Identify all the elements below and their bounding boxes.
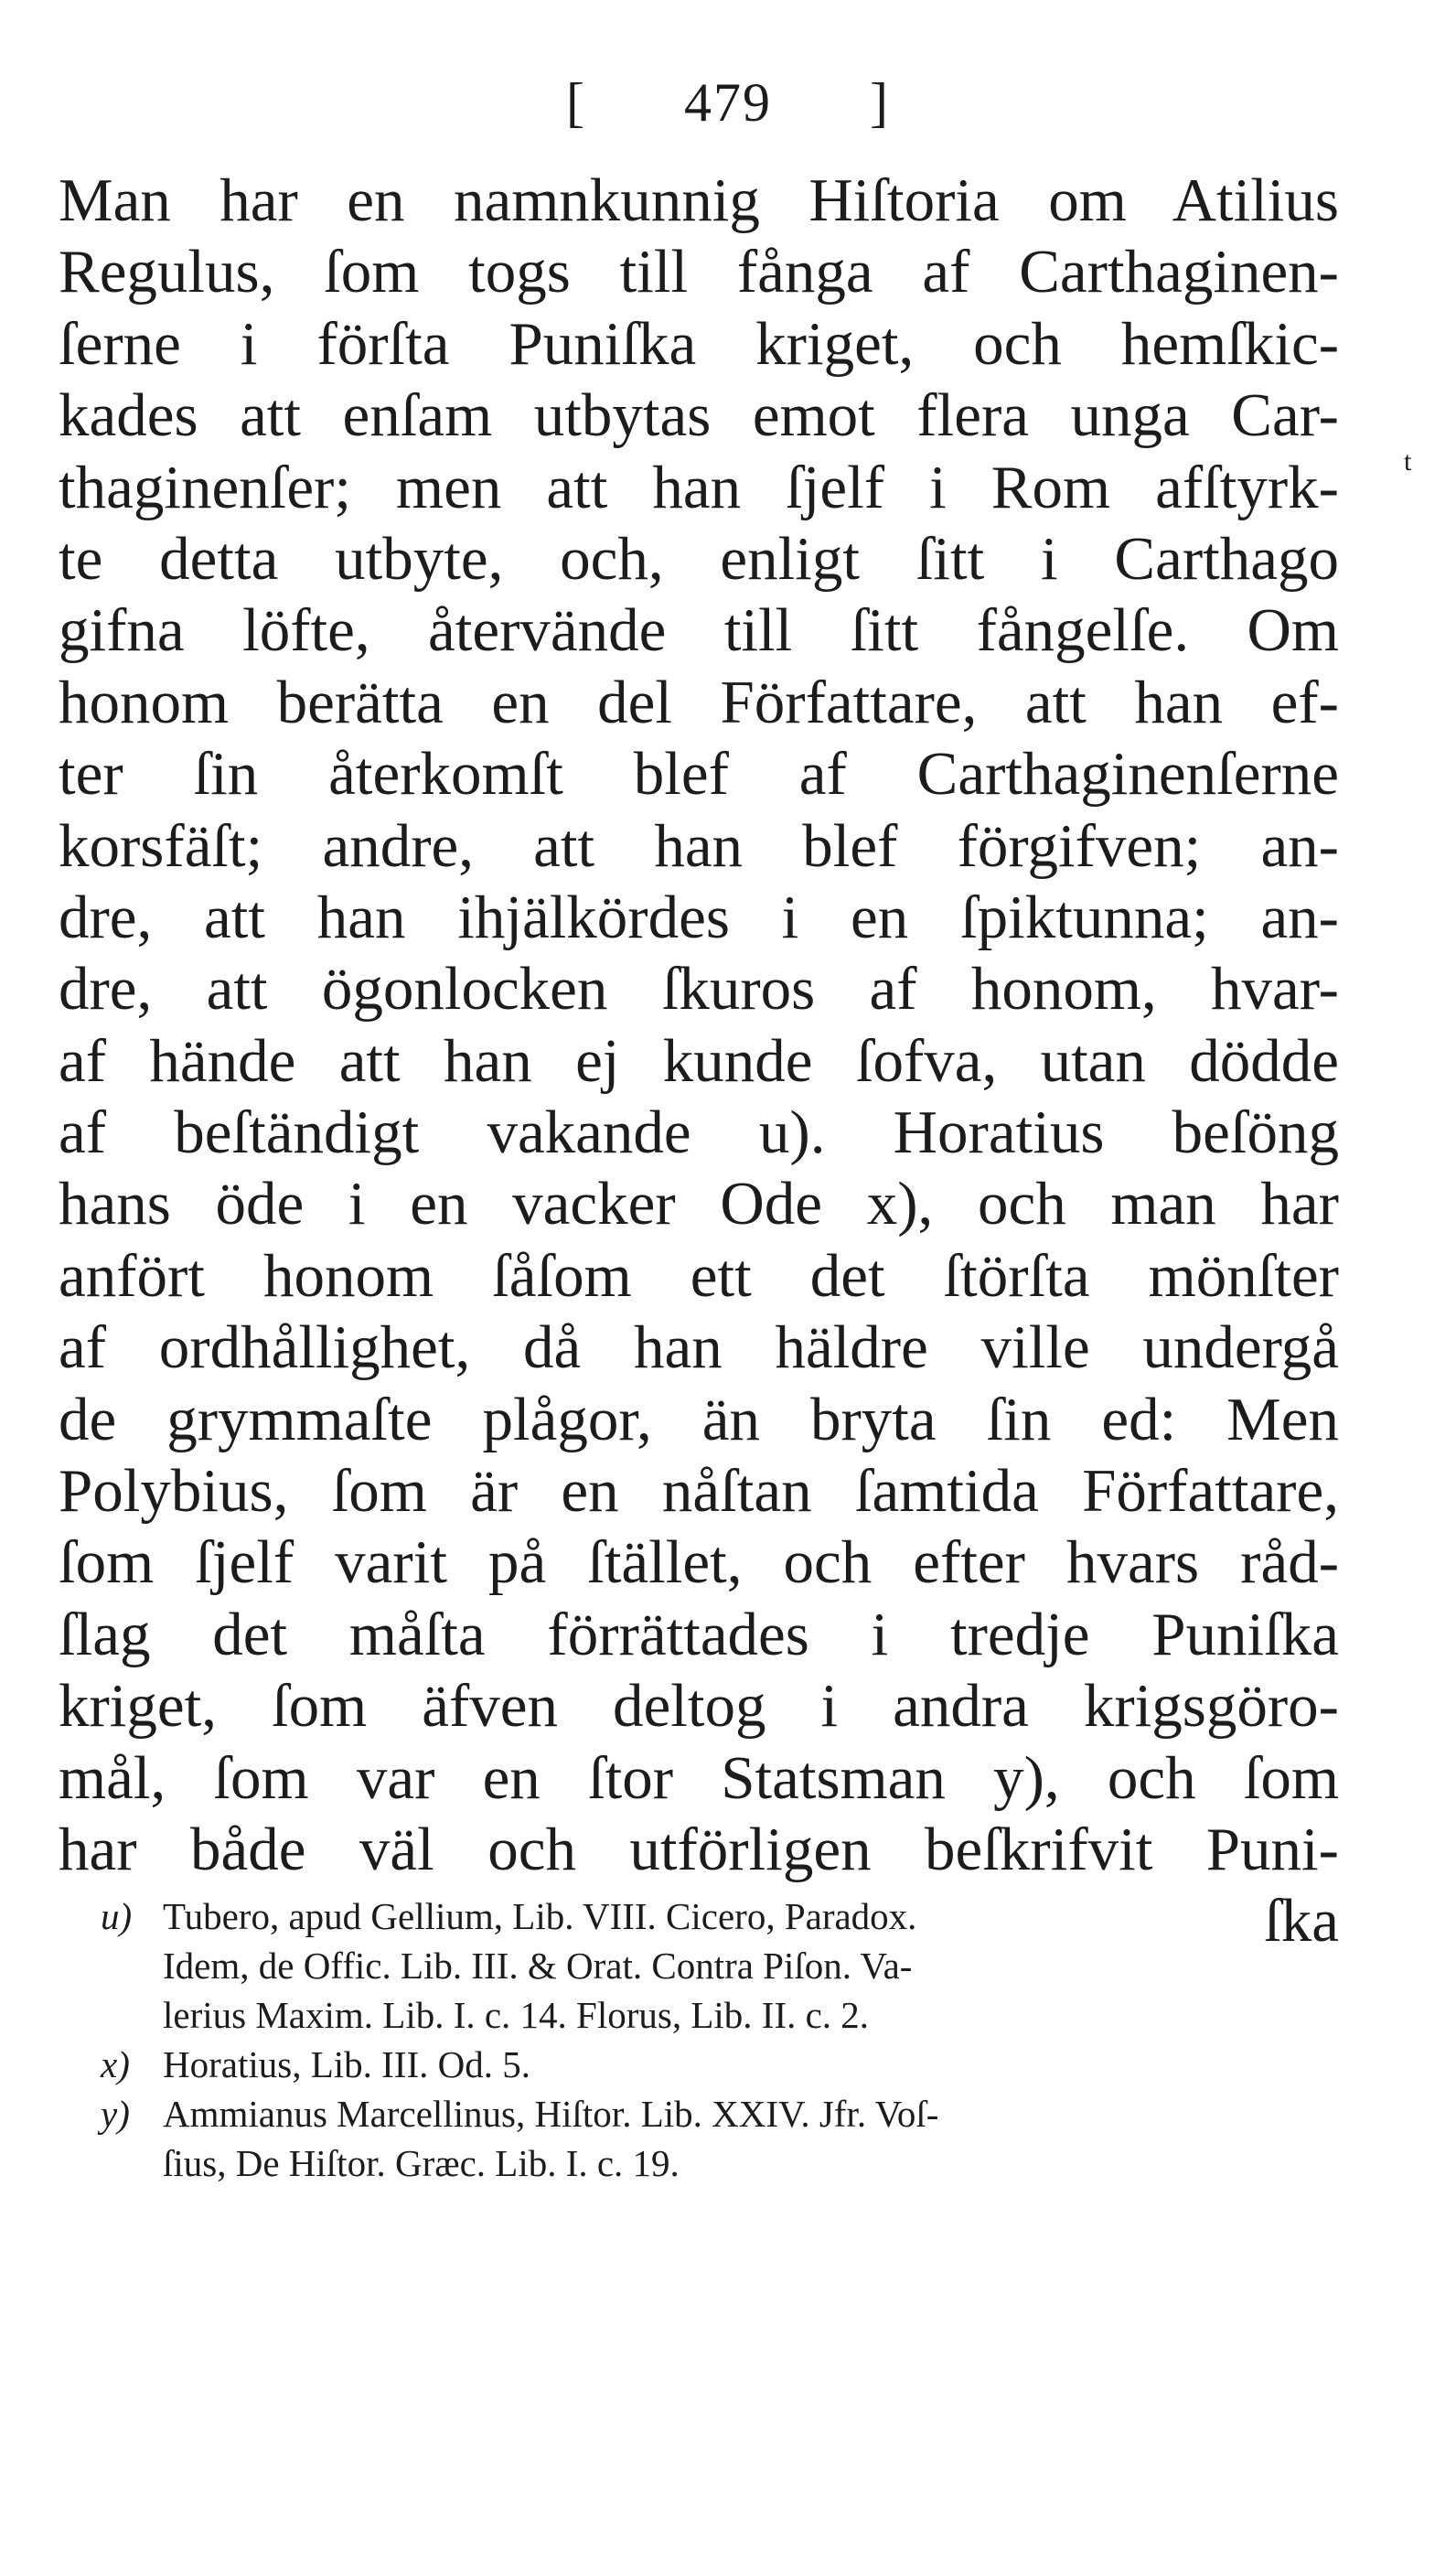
page-header	[0, 71, 1456, 134]
text-line: mål, ſom var en ſtor Statsman y), och ſom	[59, 1743, 1339, 1812]
footnote-y	[101, 2089, 1344, 2188]
text-line: te detta utbyte, och, enligt ſitt i Carthago	[59, 524, 1339, 593]
text-line: ſlag det måſta förrättades i tredje Puniſka	[59, 1600, 1339, 1668]
text-line: af ordhållighet, då han häldre ville undergå	[59, 1313, 1339, 1382]
text-line: kades att enſam utbytas emot flera unga Car-	[59, 381, 1339, 450]
header-left-bracket: [	[566, 72, 586, 133]
text-line: ter ſin återkomſt blef af Carthaginenſerne	[59, 740, 1339, 809]
header-right-bracket: ]	[870, 72, 890, 133]
footnote-line: Horatius, Lib. III. Od. 5.	[163, 2043, 530, 2085]
footnote-line: ſius, De Hiſtor. Græc. Lib. I. c. 19.	[163, 2142, 680, 2184]
text-line: Polybius, ſom är en nåſtan ſamtida Författare,	[59, 1457, 1339, 1526]
text-line: dre, att han ihjälkördes i en ſpiktunna; an-	[59, 883, 1339, 951]
text-line: ſom ſjelf varit på ſtället, och efter hvars råd-	[59, 1528, 1339, 1597]
text-line: ſerne i förſta Puniſka kriget, och hemſkic-	[59, 309, 1339, 378]
footnote-line: Tubero, apud Gellium, Lib. VIII. Cicero, Paradox.	[163, 1895, 917, 1937]
catchword: ſka	[1264, 1887, 1339, 1956]
footnote-mark: y)	[101, 2093, 130, 2135]
text-line: honom berätta en del Författare, att han ef-	[59, 668, 1339, 736]
footnote-line: Idem, de Offic. Lib. III. & Orat. Contra Piſon. Va-	[163, 1945, 913, 1987]
footnote-line: lerius Maxim. Lib. I. c. 14. Florus, Lib. II. c. 2.	[163, 1994, 870, 2036]
footnote-x	[101, 2040, 1344, 2089]
page-number: 479	[684, 72, 772, 133]
text-line: dre, att ögonlocken ſkuros af honom, hvar-	[59, 955, 1339, 1023]
footnote-mark: u)	[101, 1895, 133, 1937]
text-line: gifna löfte, återvände till ſitt fångelſe. Om	[59, 596, 1339, 665]
text-line: korsfäſt; andre, att han blef förgifven; an-	[59, 811, 1339, 880]
text-line: af beſtändigt vakande u). Horatius beſöng	[59, 1098, 1339, 1167]
text-line: kriget, ſom äfven deltog i andra krigsgöro-	[59, 1672, 1339, 1741]
footnotes	[101, 1891, 1344, 2188]
text-line: Man har en namnkunnig Hiſtoria om Atilius	[59, 166, 1339, 234]
footnote-mark: x)	[101, 2043, 130, 2085]
margin-mark: t	[1404, 446, 1412, 477]
text-line: har både väl och utförligen beſkrifvit Puni-	[59, 1815, 1339, 1883]
text-line: Regulus, ſom togs till fånga af Carthaginen-	[59, 238, 1339, 306]
text-line: thaginenſer; men att han ſjelf i Rom afſtyrk-	[59, 453, 1339, 521]
footnote-u	[101, 1891, 1344, 2040]
text-line: hans öde i en vacker Ode x), och man har	[59, 1170, 1339, 1238]
text-line: anfört honom ſåſom ett det ſtörſta mönſter	[59, 1241, 1339, 1310]
text-line: de grymmaſte plågor, än bryta ſin ed: Men	[59, 1385, 1339, 1453]
body-text	[59, 165, 1339, 1957]
text-line: af hände att han ej kunde ſofva, utan dödde	[59, 1026, 1339, 1095]
footnote-line: Ammianus Marcellinus, Hiſtor. Lib. XXIV. Jfr. Voſ-	[163, 2093, 939, 2135]
